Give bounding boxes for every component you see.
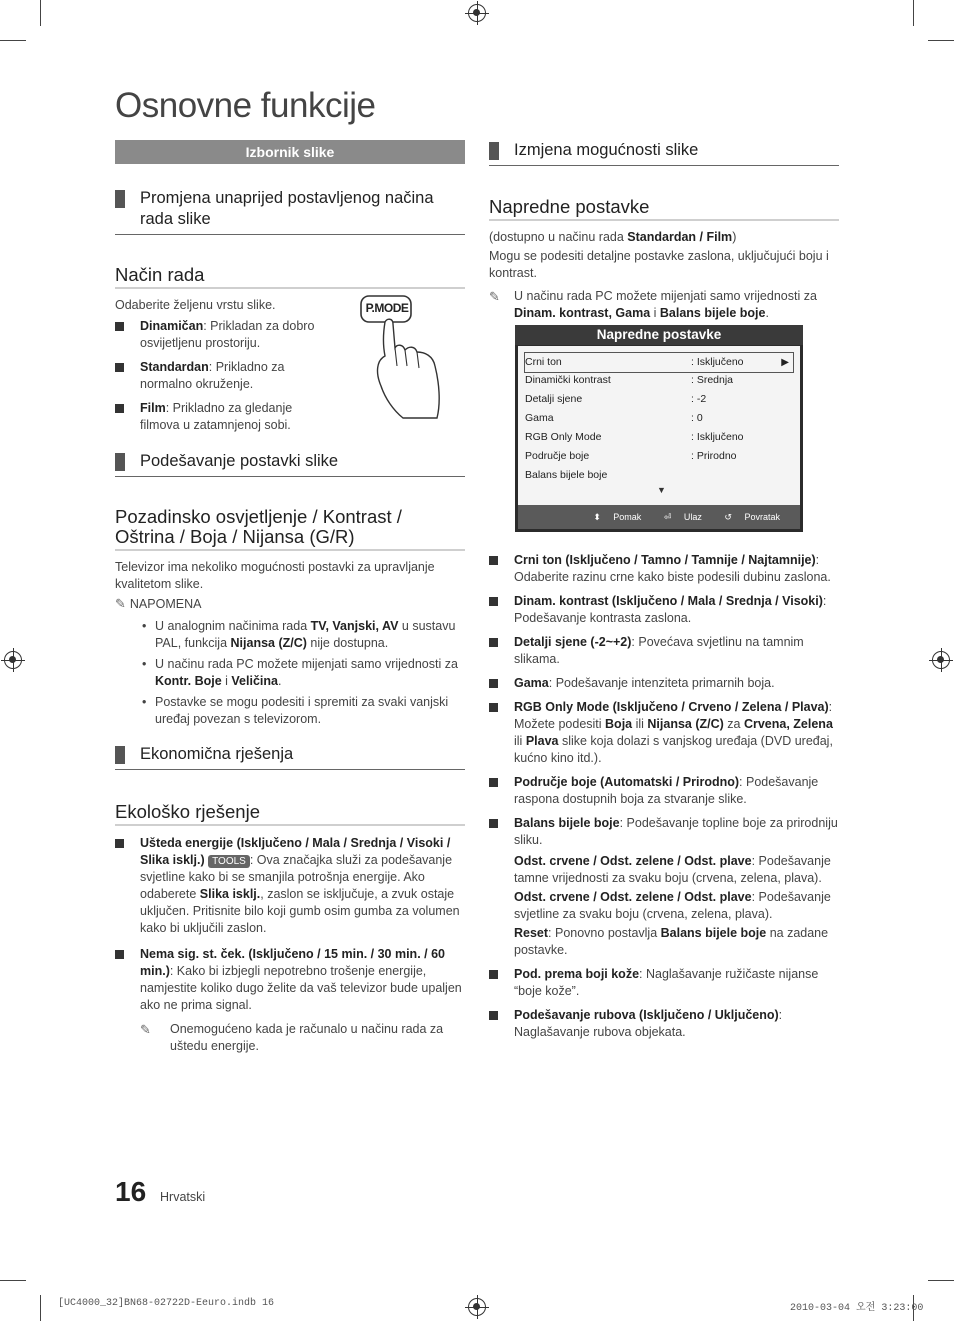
page-title: Osnovne funkcije <box>115 86 376 125</box>
list-item: Balans bijele boje: Podešavanje topline boje za prirodniju sliku. <box>489 815 839 849</box>
list-item: Ušteda energije (Isključeno / Mala / Srednja / Visoki / Slika isklj.) TOOLS : Ova značajka služi za podešavanje svjetline kako bi se smanjila potrošnja energije. Ako odaberete Slika isklj., zaslon se isključuje, a zvuk ostaje uključen. Pritisnite bilo koji gumb osim gumba za volumen kako bi uključili zaslon. <box>115 835 465 937</box>
section-heading: Ekonomična rješenja <box>115 744 465 770</box>
osd-row[interactable]: Gama : 0 <box>525 412 703 424</box>
print-footer-left: [UC4000_32]BN68-02722D-Eeuro.indb 16 <box>58 1298 275 1309</box>
subheading-eko: Ekološko rješenje <box>115 801 465 826</box>
list-item: Dinam. kontrast (Isključeno / Mala / Srednja / Visoki): Podešavanje kontrasta zaslona. <box>489 593 839 627</box>
note-item: • U analognim načinima rada TV, Vanjski, AV u sustavu PAL, funkcija Nijansa (Z/C) nije dostupna. <box>142 619 456 650</box>
registration-mark-bottom <box>468 1298 486 1316</box>
subheading-napredne: Napredne postavke <box>489 196 839 221</box>
list-item: Gama: Podešavanje intenziteta primarnih boja. <box>489 675 839 692</box>
page-language: Hrvatski <box>160 1190 206 1204</box>
list-item: Film: Prikladno za gledanje filmova u zatamnjenoj sobi. <box>115 400 325 434</box>
right-column <box>489 140 839 322</box>
return-icon: ↺ <box>724 512 732 522</box>
osd-footer: ⬍ Pomak ⏎ Ulaz ↺ Povratak <box>518 505 800 529</box>
osd-row[interactable]: Područje boje : Prirodno <box>525 450 737 462</box>
osd-row[interactable]: RGB Only Mode : Isključeno <box>525 431 744 443</box>
section-heading: Promjena unaprijed postavljenog načina rada slike <box>115 188 465 235</box>
note-item: • U načinu rada PC možete mijenjati samo vrijednosti za Kontr. Boje i Veličina. <box>142 657 458 688</box>
sub-item: Reset: Ponovno postavlja Balans bijele boje na zadane postavke. <box>514 926 829 957</box>
osd-row[interactable]: Crni ton : Isključeno ▶ <box>524 352 794 373</box>
list-item: RGB Only Mode (Isključeno / Crveno / Zelena / Plava): Možete podesiti Boja ili Nijansa (Z/C) za Crvena, Zelena ili Plava slike koja dolazi s vanjskog uređaja (DVD uređaj, kućno kino itd.). <box>489 699 839 767</box>
subheading-nacin: Način rada <box>115 264 465 289</box>
list-item: Područje boje (Automatski / Prirodno): Podešavanje raspona dostupnih boja za stvaranje slike. <box>489 774 839 808</box>
print-footer-right: 2010-03-04 오전 3:23:00 <box>790 1303 924 1314</box>
osd-title: Napredne postavke <box>515 325 803 345</box>
osd-body <box>518 346 800 529</box>
note-pencil-icon: ✎ <box>115 596 126 611</box>
osd-row[interactable]: Detalji sjene : -2 <box>525 393 707 405</box>
subheading-pozadinsko: Pozadinsko osvjetljenje / Kontrast / Oštrina / Boja / Nijansa (G/R) <box>115 507 465 551</box>
note-pencil-icon: ✎ <box>489 289 500 304</box>
right-column-list <box>489 552 839 1048</box>
list-item: Detalji sjene (-2~+2): Povećava svjetlinu na tamnim slikama. <box>489 634 839 668</box>
list-item: Standardan: Prikladno za normalno okruženje. <box>115 359 325 393</box>
enter-icon: ⏎ <box>663 512 672 522</box>
updown-icon: ⬍ <box>593 512 601 522</box>
napomena-label: ✎ NAPOMENA <box>115 596 202 611</box>
page-number: 16 <box>115 1176 147 1207</box>
pmode-remote-illustration <box>359 294 449 424</box>
registration-mark-right <box>932 651 950 669</box>
note-pencil-icon: ✎ <box>140 1022 151 1037</box>
list-item: Nema sig. st. ček. (Isključeno / 15 min. / 30 min. / 60 min.): Kako bi izbjegli nepotrebno trošenje energije, namjestite koliko dugo želite da vaš televizor bude upaljen ako ne prima signal. <box>115 946 465 1014</box>
osd-row[interactable]: Dinamički kontrast : Srednja <box>525 374 734 386</box>
nacin-intro: Odaberite željenu vrstu slike. <box>115 298 276 312</box>
list-item: Crni ton (Isključeno / Tamno / Tamnije / Najtamnije): Odaberite razinu crne kako biste podesili dubinu zaslona. <box>489 552 839 586</box>
tools-button-icon: TOOLS <box>208 855 250 868</box>
pc-note: ✎ U načinu rada PC možete mijenjati samo vrijednosti za Dinam. kontrast, Gama i Balans bijele boje. <box>489 289 817 320</box>
napredne-intro: Mogu se podesiti detaljne postavke zaslona, uključujući boju i kontrast. <box>489 249 829 280</box>
sub-item: Odst. crvene / Odst. zelene / Odst. plave: Podešavanje svjetline za svaku boju (crvena, zelena, plava). <box>514 890 831 921</box>
advanced-settings-osd <box>515 325 803 532</box>
list-item: Podešavanje rubova (Isključeno / Uključeno): Naglašavanje rubova objekata. <box>489 1007 839 1041</box>
list-item: Dinamičan: Prikladan za dobro osvijetljenu prostoriju. <box>115 318 325 352</box>
registration-mark-left <box>4 651 22 669</box>
menu-header-bar: Izbornik slike <box>115 140 465 164</box>
registration-mark-top <box>468 4 486 22</box>
sub-item: Odst. crvene / Odst. zelene / Odst. plave: Podešavanje tamne vrijednosti za svaku boju (crvena, zelena, plava). <box>514 854 831 885</box>
arrow-right-icon: ▶ <box>781 357 789 368</box>
pmode-label: P.MODE <box>365 301 409 315</box>
section-heading: Podešavanje postavki slike <box>115 451 465 477</box>
availability-text: (dostupno u načinu rada Standardan / Film) <box>489 230 737 244</box>
note-item: • Postavke se mogu podesiti i spremiti za svaki vanjski uređaj povezan s televizorom. <box>142 695 449 726</box>
scroll-down-icon[interactable]: ▼ <box>657 485 666 495</box>
section-heading: Izmjena mogućnosti slike <box>489 140 839 166</box>
left-column <box>115 140 465 1055</box>
eko-note: ✎ Onemogućeno kada je računalo u načinu rada za uštedu energije. <box>140 1022 444 1053</box>
pozadinsko-intro: Televizor ima nekoliko mogućnosti postavki za upravljanje kvalitetom slike. <box>115 560 435 591</box>
osd-row[interactable]: Balans bijele boje <box>525 469 608 481</box>
list-item: Pod. prema boji kože: Naglašavanje ružičaste nijanse “boje kože”. <box>489 966 839 1000</box>
